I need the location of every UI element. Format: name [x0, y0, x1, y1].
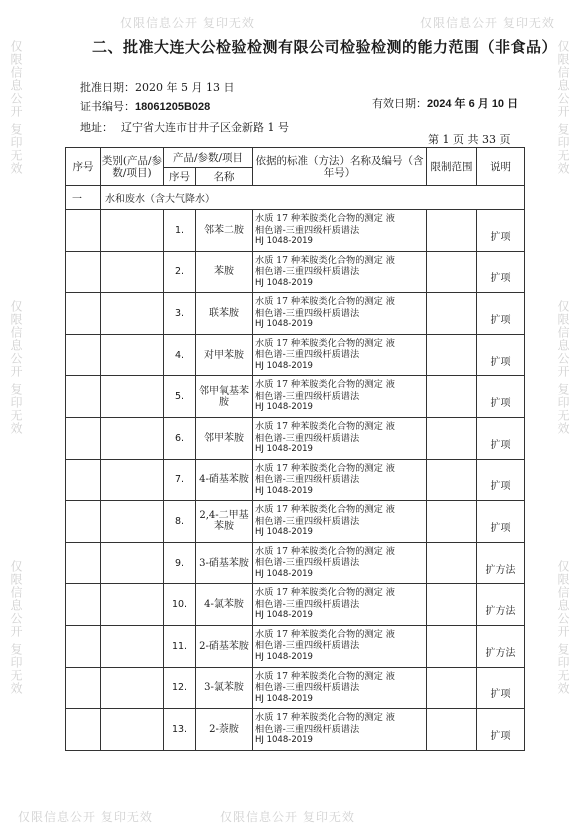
valid-date-label: 有效日期： [372, 97, 427, 110]
header-product-group: 产品/参数/项目 [164, 148, 253, 168]
table-row [66, 625, 525, 667]
row-standard-line2: 相色谱-三重四级杆质谱法 [255, 682, 360, 694]
cert-number: 18061205B028 [135, 101, 211, 113]
row-standard-line1: 水质 17 种苯胺类化合物的测定 液 [255, 504, 395, 516]
row-standard-line1: 水质 17 种苯胺类化合物的测定 液 [255, 712, 395, 724]
row-seq-empty [66, 625, 101, 667]
header-limit: 限制范围 [427, 148, 477, 186]
row-standard-line2: 相色谱-三重四级杆质谱法 [255, 557, 360, 569]
row-standard [253, 293, 427, 335]
watermark-left-2: 仅限信息公开 复印无效 [9, 300, 23, 435]
table-row [66, 667, 525, 709]
row-category-empty [101, 501, 164, 543]
row-standard-line1: 水质 17 种苯胺类化合物的测定 液 [255, 337, 395, 349]
row-category-empty [101, 376, 164, 418]
row-standard-line1: 水质 17 种苯胺类化合物的测定 液 [255, 545, 395, 557]
row-standard [253, 334, 427, 376]
row-seq-empty [66, 210, 101, 252]
watermark-bottom-mid: 仅限信息公开 复印无效 [220, 810, 355, 824]
row-standard-line1: 水质 17 种苯胺类化合物的测定 液 [255, 213, 395, 225]
row-seq-empty [66, 501, 101, 543]
address-label: 地址： [80, 121, 113, 134]
row-standard-line2: 相色谱-三重四级杆质谱法 [255, 515, 360, 527]
row-note: 扩方法 [477, 584, 525, 626]
row-standard-code: HJ 1048-2019 [255, 277, 313, 288]
row-note: 扩方法 [477, 625, 525, 667]
row-standard-line2: 相色谱-三重四级杆质谱法 [255, 266, 360, 278]
address-value: 辽宁省大连市甘井子区金新路 1 号 [121, 121, 289, 134]
row-standard-line2: 相色谱-三重四级杆质谱法 [255, 474, 360, 486]
row-standard-code: HJ 1048-2019 [255, 444, 313, 455]
row-limit [427, 501, 477, 543]
watermark-left-3: 仅限信息公开 复印无效 [9, 560, 23, 695]
table-row [66, 542, 525, 584]
row-category-empty [101, 251, 164, 293]
row-standard [253, 501, 427, 543]
row-note: 扩项 [477, 334, 525, 376]
row-standard-line2: 相色谱-三重四级杆质谱法 [255, 390, 360, 402]
category-row [66, 186, 525, 210]
row-number: 5. [164, 376, 196, 418]
valid-date-value: 2024 年 6 月 10 日 [427, 98, 519, 110]
row-category-empty [101, 417, 164, 459]
row-category-empty [101, 625, 164, 667]
table-row [66, 334, 525, 376]
row-standard-code: HJ 1048-2019 [255, 527, 313, 538]
page-info: 第 1 页 共 33 页 [428, 133, 511, 146]
row-seq-empty [66, 542, 101, 584]
row-number: 12. [164, 667, 196, 709]
table-row [66, 210, 525, 252]
row-standard-code: HJ 1048-2019 [255, 693, 313, 704]
row-name: 对甲苯胺 [196, 334, 253, 376]
row-standard-code: HJ 1048-2019 [255, 568, 313, 579]
row-limit [427, 334, 477, 376]
header-note: 说明 [477, 148, 525, 186]
watermark-right-2: 仅限信息公开 复印无效 [556, 300, 570, 435]
table-row [66, 376, 525, 418]
row-standard-line1: 水质 17 种苯胺类化合物的测定 液 [255, 296, 395, 308]
approve-date-value: 2020 年 5 月 13 日 [135, 81, 235, 94]
row-category-empty [101, 293, 164, 335]
row-limit [427, 542, 477, 584]
row-standard [253, 210, 427, 252]
row-note: 扩项 [477, 293, 525, 335]
row-standard-line1: 水质 17 种苯胺类化合物的测定 液 [255, 628, 395, 640]
row-name: 邻甲苯胺 [196, 417, 253, 459]
row-standard-line2: 相色谱-三重四级杆质谱法 [255, 598, 360, 610]
row-name: 2-硝基苯胺 [196, 625, 253, 667]
row-standard [253, 709, 427, 751]
row-standard-line2: 相色谱-三重四级杆质谱法 [255, 224, 360, 236]
row-limit [427, 210, 477, 252]
row-note: 扩项 [477, 667, 525, 709]
row-category-empty [101, 542, 164, 584]
row-name: 邻苯二胺 [196, 210, 253, 252]
row-standard-code: HJ 1048-2019 [255, 651, 313, 662]
row-standard-line2: 相色谱-三重四级杆质谱法 [255, 640, 360, 652]
row-note: 扩项 [477, 376, 525, 418]
row-standard-code: HJ 1048-2019 [255, 402, 313, 413]
row-name: 苯胺 [196, 251, 253, 293]
row-standard [253, 625, 427, 667]
row-seq-empty [66, 417, 101, 459]
row-category-empty [101, 584, 164, 626]
row-limit [427, 417, 477, 459]
row-standard-line2: 相色谱-三重四级杆质谱法 [255, 349, 360, 361]
watermark-top-right: 仅限信息公开 复印无效 [420, 16, 555, 30]
row-standard-line2: 相色谱-三重四级杆质谱法 [255, 432, 360, 444]
table-row [66, 584, 525, 626]
table-row [66, 417, 525, 459]
watermark-right-3: 仅限信息公开 复印无效 [556, 560, 570, 695]
row-standard-code: HJ 1048-2019 [255, 319, 313, 330]
row-limit [427, 376, 477, 418]
row-standard-line1: 水质 17 种苯胺类化合物的测定 液 [255, 670, 395, 682]
table-row [66, 501, 525, 543]
row-name: 3-硝基苯胺 [196, 542, 253, 584]
row-name: 联苯胺 [196, 293, 253, 335]
watermark-top-left: 仅限信息公开 复印无效 [120, 16, 255, 30]
row-seq-empty [66, 293, 101, 335]
row-standard [253, 584, 427, 626]
row-seq-empty [66, 709, 101, 751]
row-standard-line2: 相色谱-三重四级杆质谱法 [255, 307, 360, 319]
row-note: 扩项 [477, 417, 525, 459]
header-category: 类别(产品/参数/项目) [101, 148, 164, 186]
row-name: 4-氯苯胺 [196, 584, 253, 626]
row-number: 7. [164, 459, 196, 501]
row-note: 扩项 [477, 210, 525, 252]
row-category-empty [101, 459, 164, 501]
table-row [66, 251, 525, 293]
row-note: 扩项 [477, 459, 525, 501]
cert-label: 证书编号： [80, 100, 135, 113]
row-standard [253, 417, 427, 459]
row-limit [427, 625, 477, 667]
valid-date-line [372, 95, 518, 111]
address-line [80, 119, 289, 135]
category-seq: 一 [66, 186, 101, 210]
row-limit [427, 459, 477, 501]
header-seq: 序号 [66, 148, 101, 186]
row-number: 13. [164, 709, 196, 751]
row-number: 3. [164, 293, 196, 335]
row-number: 8. [164, 501, 196, 543]
row-seq-empty [66, 334, 101, 376]
row-seq-empty [66, 459, 101, 501]
row-seq-empty [66, 376, 101, 418]
row-standard-line1: 水质 17 种苯胺类化合物的测定 液 [255, 379, 395, 391]
table-row [66, 293, 525, 335]
row-name: 2-萘胺 [196, 709, 253, 751]
row-limit [427, 667, 477, 709]
cert-line [80, 98, 210, 114]
row-name: 3-氯苯胺 [196, 667, 253, 709]
row-standard-code: HJ 1048-2019 [255, 360, 313, 371]
row-standard-line1: 水质 17 种苯胺类化合物的测定 液 [255, 462, 395, 474]
row-note: 扩项 [477, 709, 525, 751]
row-limit [427, 584, 477, 626]
row-standard-line1: 水质 17 种苯胺类化合物的测定 液 [255, 587, 395, 599]
row-standard [253, 376, 427, 418]
row-standard-code: HJ 1048-2019 [255, 610, 313, 621]
approve-date-label: 批准日期： [80, 81, 135, 94]
row-standard [253, 542, 427, 584]
watermark-right-1: 仅限信息公开 复印无效 [556, 40, 570, 175]
row-number: 2. [164, 251, 196, 293]
row-standard-code: HJ 1048-2019 [255, 236, 313, 247]
header-sub-seq: 序号 [164, 168, 196, 186]
category-name: 水和废水（含大气降水） [101, 186, 525, 210]
row-category-empty [101, 210, 164, 252]
row-category-empty [101, 334, 164, 376]
table-row [66, 459, 525, 501]
row-standard-code: HJ 1048-2019 [255, 485, 313, 496]
row-standard-code: HJ 1048-2019 [255, 735, 313, 746]
row-number: 10. [164, 584, 196, 626]
approve-date-line [80, 79, 234, 95]
row-name: 2,4-二甲基苯胺 [196, 501, 253, 543]
header-name: 名称 [196, 168, 253, 186]
row-number: 1. [164, 210, 196, 252]
header-standard: 依据的标准（方法）名称及编号（含年号） [253, 148, 427, 186]
table-row [66, 709, 525, 751]
row-seq-empty [66, 251, 101, 293]
row-note: 扩项 [477, 501, 525, 543]
row-number: 6. [164, 417, 196, 459]
row-limit [427, 293, 477, 335]
row-standard [253, 251, 427, 293]
row-number: 11. [164, 625, 196, 667]
row-number: 9. [164, 542, 196, 584]
row-standard [253, 667, 427, 709]
table-header-row-1 [66, 148, 525, 168]
row-seq-empty [66, 584, 101, 626]
row-category-empty [101, 667, 164, 709]
row-limit [427, 709, 477, 751]
row-seq-empty [66, 667, 101, 709]
row-name: 4-硝基苯胺 [196, 459, 253, 501]
row-note: 扩方法 [477, 542, 525, 584]
row-category-empty [101, 709, 164, 751]
row-standard [253, 459, 427, 501]
row-standard-line2: 相色谱-三重四级杆质谱法 [255, 723, 360, 735]
row-limit [427, 251, 477, 293]
row-name: 邻甲氧基苯胺 [196, 376, 253, 418]
row-number: 4. [164, 334, 196, 376]
row-standard-line1: 水质 17 种苯胺类化合物的测定 液 [255, 254, 395, 266]
watermark-bottom-left: 仅限信息公开 复印无效 [18, 810, 153, 824]
row-note: 扩项 [477, 251, 525, 293]
document-title: 二、批准大连大公检验检测有限公司检验检测的能力范围（非食品） [92, 38, 558, 56]
scope-table [65, 147, 525, 751]
watermark-left-1: 仅限信息公开 复印无效 [9, 40, 23, 175]
row-standard-line1: 水质 17 种苯胺类化合物的测定 液 [255, 421, 395, 433]
